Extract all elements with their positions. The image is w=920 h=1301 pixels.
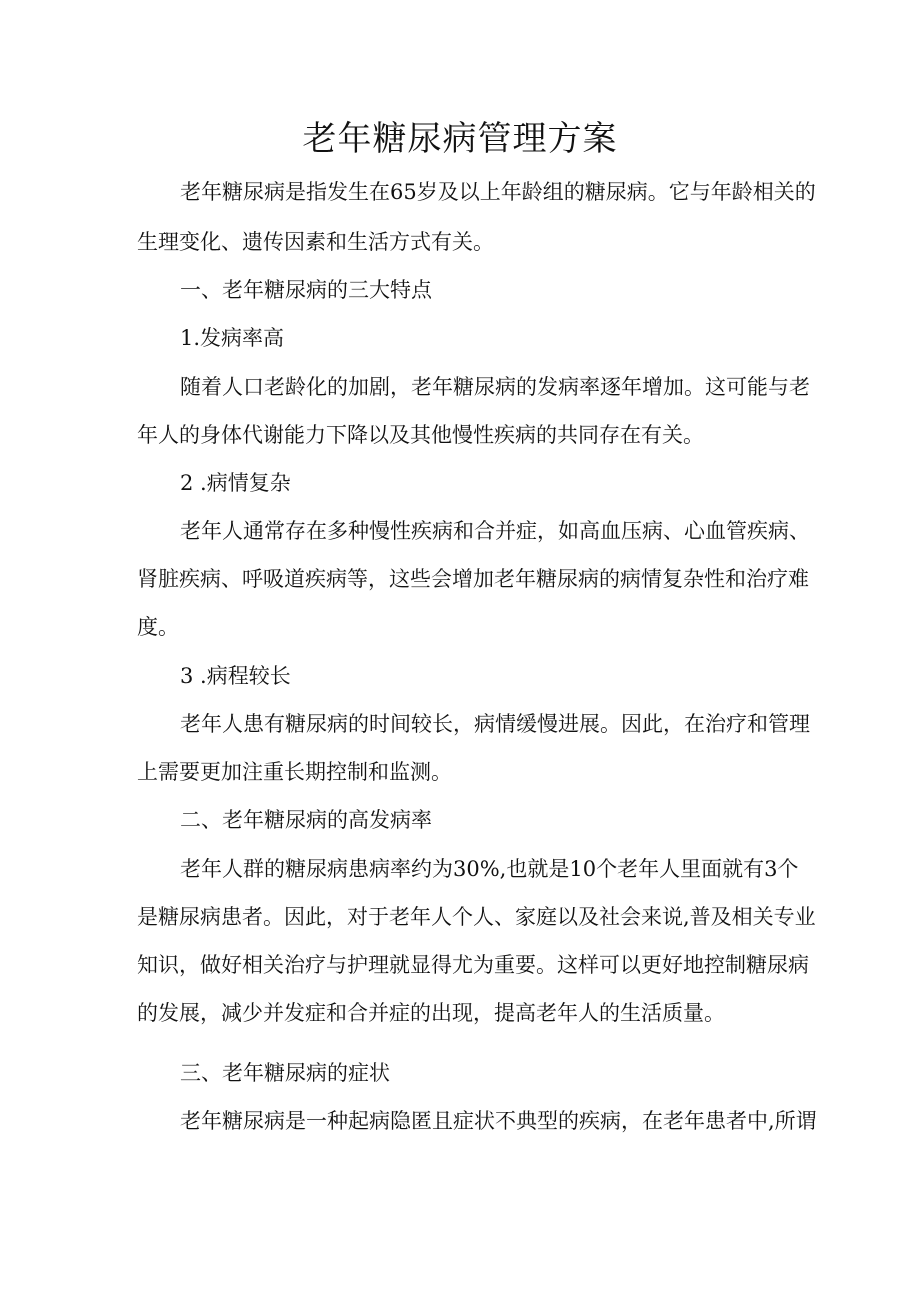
section3-heading: 三、老年糖尿病的症状 [180,1061,390,1085]
section1-heading: 一、老年糖尿病的三大特点 [180,278,432,302]
item3-line-1: 老年人患有糖尿病的时间较长，病情缓慢进展。因此，在治疗和管理 [180,712,810,736]
item3-line-2: 上需要更加注重长期控制和监测。 [137,760,452,784]
section2-line-3: 知识，做好相关治疗与护理就显得尤为重要。这样可以更好地控制糖尿病 [137,953,809,977]
item1-line-1: 随着人口老龄化的加剧，老年糖尿病的发病率逐年增加。这可能与老 [180,375,810,399]
section2-line-4: 的发展，减少并发症和合并症的出现，提高老年人的生活质量。 [137,1001,725,1025]
section3-line-1: 老年糖尿病是一种起病隐匿且症状不典型的疾病，在老年患者中,所谓 [180,1109,817,1133]
section2-line-2: 是糖尿病患者。因此，对于老年人个人、家庭以及社会来说,普及相关专业 [137,905,816,929]
section2-line-1: 老年人群的糖尿病患病率约为30%,也就是10个老年人里面就有3个 [180,857,799,881]
item1-line-2: 年人的身体代谢能力下降以及其他慢性疾病的共同存在有关。 [137,423,704,447]
item2-line-2: 肾脏疾病、呼吸道疾病等，这些会增加老年糖尿病的病情复杂性和治疗难 [137,567,809,591]
item1-heading: 1.发病率高 [180,326,285,350]
section2-heading: 二、老年糖尿病的高发病率 [180,808,432,832]
item2-line-1: 老年人通常存在多种慢性疾病和合并症，如高血压病、心血管疾病、 [180,519,810,543]
intro-line-2: 生理变化、遗传因素和生活方式有关。 [137,230,494,254]
item3-heading: 3 .病程较长 [180,664,291,688]
document-title: 老年糖尿病管理方案 [302,119,618,159]
item2-line-3: 度。 [137,615,179,639]
intro-line-1: 老年糖尿病是指发生在65岁及以上年龄组的糖尿病。它与年龄相关的 [180,180,816,204]
item2-heading: 2 .病情复杂 [180,471,291,495]
